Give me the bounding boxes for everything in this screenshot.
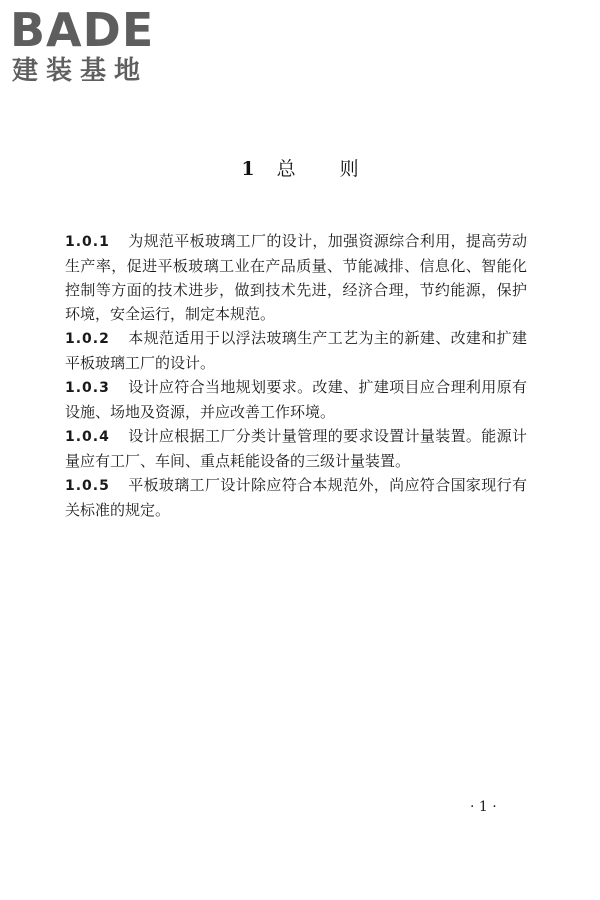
clause-text: 本规范适用于以浮法玻璃生产工艺为主的新建、改建和扩建平板玻璃工厂的设计。	[65, 329, 527, 372]
clause-number: 1.0.2	[65, 331, 110, 347]
chapter-title	[0, 156, 600, 182]
clause-number: 1.0.3	[65, 380, 110, 396]
clause-1-0-4	[65, 424, 527, 473]
page-number: · 1 ·	[470, 799, 497, 815]
logo	[10, 3, 175, 86]
chapter-name: 总则	[276, 158, 403, 180]
clause-text: 设计应根据工厂分类计量管理的要求设置计量装置。能源计量应有工厂、车间、重点耗能设备的三级计量装置。	[65, 427, 527, 470]
logo-wordmark: BADE	[10, 3, 155, 57]
clause-number: 1.0.5	[65, 478, 110, 494]
clause-1-0-2	[65, 326, 527, 375]
clause-text: 平板玻璃工厂设计除应符合本规范外，尚应符合国家现行有关标准的规定。	[65, 476, 527, 519]
clause-list	[65, 229, 527, 522]
clause-number: 1.0.1	[65, 234, 110, 250]
logo-subtitle: 建装基地	[12, 56, 149, 86]
clause-1-0-1	[65, 229, 527, 326]
clause-text: 为规范平板玻璃工厂的设计，加强资源综合利用，提高劳动生产率，促进平板玻璃工业在产品质量、节能减排、信息化、智能化控制等方面的技术进步，做到技术先进，经济合理，节约能源，保护环境，安全运行，制定本规范。	[65, 232, 527, 323]
chapter-number: 1	[241, 158, 255, 180]
clause-1-0-3	[65, 375, 527, 424]
clause-number: 1.0.4	[65, 429, 110, 445]
clause-1-0-5	[65, 473, 527, 522]
clause-text: 设计应符合当地规划要求。改建、扩建项目应合理利用原有设施、场地及资源，并应改善工作环境。	[65, 378, 527, 421]
